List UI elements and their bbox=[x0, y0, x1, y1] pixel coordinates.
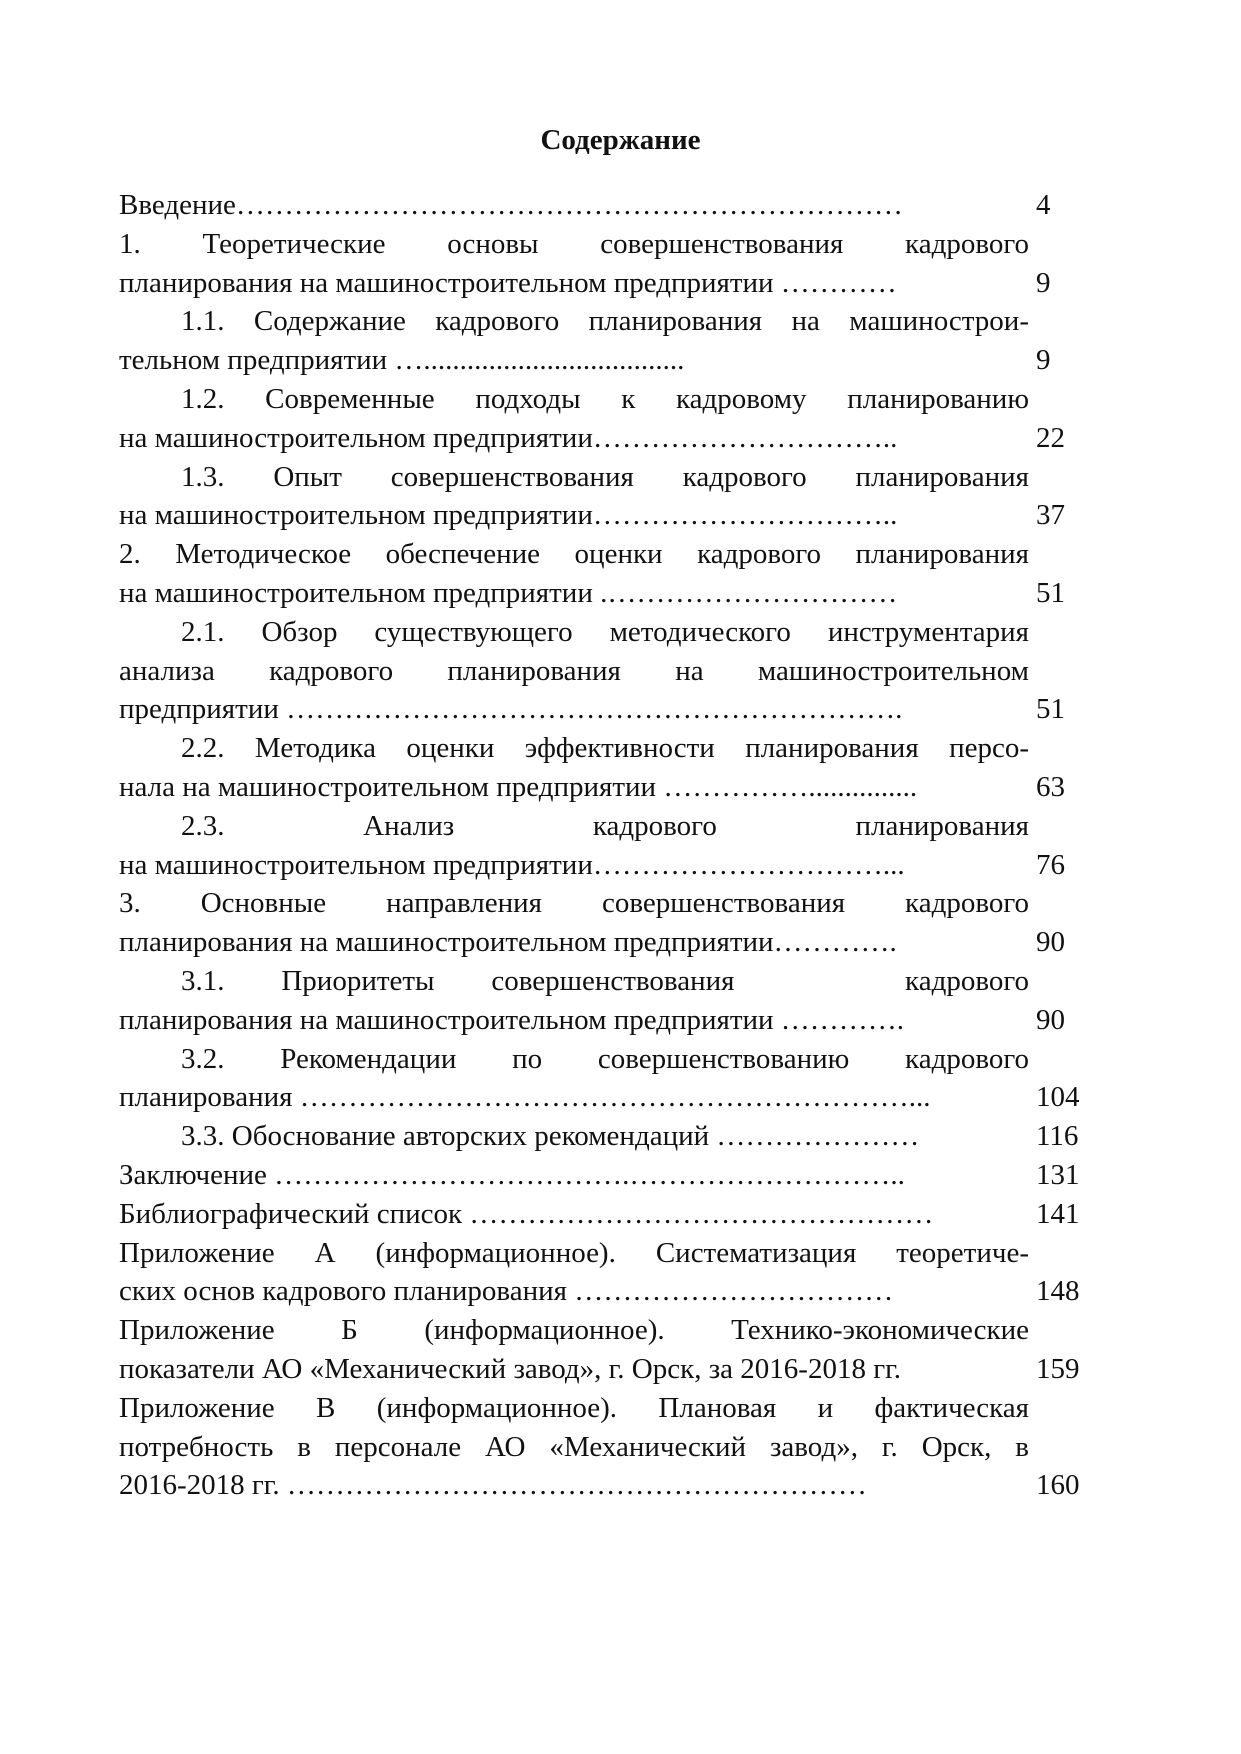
toc-entry-text bbox=[119, 535, 1029, 613]
toc-entry-text bbox=[119, 729, 1029, 807]
toc-entry-line: 1.3. Опыт совершенствования кадрового планирования bbox=[181, 460, 1029, 493]
toc-entry-line: Введение…………………………………………………………… bbox=[119, 189, 903, 221]
toc-page-number: 76 bbox=[1036, 848, 1065, 881]
table-of-contents bbox=[119, 186, 1106, 1505]
toc-page-number: 141 bbox=[1036, 1197, 1080, 1230]
toc-page-number: 116 bbox=[1036, 1120, 1079, 1153]
toc-entry-line: планирования ………………………………………………………... bbox=[119, 1081, 931, 1114]
toc-entry-line: планирования на машиностроительном предприятии …………. bbox=[119, 1003, 905, 1036]
toc-entry bbox=[119, 613, 1106, 729]
toc-entry-text bbox=[119, 613, 1029, 729]
toc-page-number: 63 bbox=[1036, 770, 1065, 803]
toc-entry-text bbox=[119, 1156, 1029, 1195]
toc-entry-line: ских основ кадрового планирования …………………………… bbox=[119, 1275, 894, 1308]
toc-page-number: 37 bbox=[1036, 499, 1065, 532]
toc-entry-text bbox=[119, 1040, 1029, 1118]
toc-entry-line: анализа кадрового планирования на машиностроительном bbox=[119, 654, 1029, 687]
toc-entry bbox=[119, 1311, 1106, 1389]
toc-entry-line: на машиностроительном предприятии………………………….. bbox=[119, 421, 898, 454]
toc-entry bbox=[119, 458, 1106, 536]
toc-entry-line: Приложение А (информационное). Систематизация теоретиче- bbox=[119, 1236, 1029, 1269]
toc-page-number: 160 bbox=[1036, 1469, 1080, 1502]
toc-entry-line: на машиностроительном предприятии………………………….. bbox=[119, 499, 898, 532]
toc-entry bbox=[119, 1234, 1106, 1312]
toc-entry bbox=[119, 1195, 1106, 1234]
toc-page-number: 51 bbox=[1036, 576, 1065, 609]
toc-page-number: 22 bbox=[1036, 421, 1065, 454]
toc-entry-text bbox=[119, 1234, 1029, 1312]
toc-entry-line: потребность в персонале АО «Механический завод», г. Орск, в bbox=[119, 1430, 1029, 1463]
toc-entry-text bbox=[119, 302, 1029, 380]
toc-entry-line: планирования на машиностроительном предприятии ………… bbox=[119, 266, 897, 299]
toc-entry-line: 3.2. Рекомендации по совершенствованию кадрового bbox=[181, 1042, 1029, 1075]
toc-entry bbox=[119, 186, 1106, 225]
toc-entry bbox=[119, 884, 1106, 962]
toc-entry-line: 2. Методическое обеспечение оценки кадрового планирования bbox=[119, 538, 1029, 571]
toc-page-number: 159 bbox=[1036, 1352, 1080, 1385]
toc-entry bbox=[119, 1156, 1106, 1195]
toc-entry bbox=[119, 962, 1106, 1040]
toc-entry-text bbox=[119, 807, 1029, 885]
toc-entry-line: 2.1. Обзор существующего методического инструментария bbox=[181, 615, 1029, 648]
toc-entry-line: тельном предприятии ….................................... bbox=[119, 344, 685, 377]
toc-entry bbox=[119, 1389, 1106, 1505]
toc-entry-line: предприятии ………………………………………………………. bbox=[119, 693, 903, 726]
toc-entry-text bbox=[119, 1311, 1029, 1389]
toc-entry-line: Приложение Б (информационное). Технико-экономические bbox=[119, 1314, 1029, 1347]
toc-entry bbox=[119, 807, 1106, 885]
toc-entry bbox=[119, 225, 1106, 303]
toc-entry-line: планирования на машиностроительном предприятии…………. bbox=[119, 926, 897, 959]
toc-entry-line: Библиографический список ………………………………………… bbox=[119, 1197, 934, 1230]
toc-entry-line: на машиностроительном предприятии .………………………… bbox=[119, 576, 898, 609]
toc-page-number: 4 bbox=[1036, 189, 1051, 221]
toc-entry bbox=[119, 535, 1106, 613]
toc-entry-text bbox=[119, 1389, 1029, 1505]
toc-entry-text bbox=[119, 1195, 1029, 1234]
toc-entry-text bbox=[119, 1117, 1029, 1156]
toc-page-number: 90 bbox=[1036, 1003, 1065, 1036]
toc-entry-text bbox=[119, 962, 1029, 1040]
toc-entry-line: 2.3. Анализ кадрового планирования bbox=[181, 809, 1029, 842]
toc-entry bbox=[119, 302, 1106, 380]
toc-entry bbox=[119, 729, 1106, 807]
toc-entry-text bbox=[119, 458, 1029, 536]
toc-page-number: 148 bbox=[1036, 1275, 1080, 1308]
toc-entry-line: 1.1. Содержание кадрового планирования на машинострои- bbox=[181, 305, 1029, 338]
toc-entry-line: показатели АО «Механический завод», г. Орск, за 2016-2018 гг. bbox=[119, 1352, 901, 1385]
toc-entry bbox=[119, 1040, 1106, 1118]
toc-entry bbox=[119, 1117, 1106, 1156]
toc-page-number: 9 bbox=[1036, 266, 1051, 299]
toc-entry bbox=[119, 380, 1106, 458]
toc-page-number: 104 bbox=[1036, 1081, 1080, 1114]
toc-entry-line: на машиностроительном предприятии…………………………... bbox=[119, 848, 905, 881]
toc-entry-line: 2.2. Методика оценки эффективности планирования персо- bbox=[181, 732, 1029, 765]
toc-page-number: 51 bbox=[1036, 693, 1065, 726]
toc-entry-line: Заключение ……………………………….……………………….. bbox=[119, 1158, 905, 1191]
page-title: Содержание bbox=[540, 124, 701, 156]
toc-entry-line: 3. Основные направления совершенствования кадрового bbox=[119, 887, 1029, 920]
toc-entry-line: 2016-2018 гг. …………………………………………………… bbox=[119, 1469, 867, 1502]
toc-entry-text bbox=[119, 884, 1029, 962]
toc-entry-text bbox=[119, 380, 1029, 458]
toc-page-number: 9 bbox=[1036, 344, 1051, 377]
toc-entry-text bbox=[119, 186, 1029, 225]
toc-page-number: 90 bbox=[1036, 926, 1065, 959]
toc-entry-line: 3.1. Приоритеты совершенствования кадрового bbox=[181, 964, 1029, 997]
toc-entry-line: Приложение В (информационное). Плановая и фактическая bbox=[119, 1391, 1029, 1424]
toc-entry-line: 3.3. Обоснование авторских рекомендаций ………………… bbox=[181, 1120, 920, 1153]
toc-entry-line: 1. Теоретические основы совершенствования кадрового bbox=[119, 227, 1029, 260]
toc-entry-text bbox=[119, 225, 1029, 303]
toc-entry-line: 1.2. Современные подходы к кадровому планированию bbox=[181, 382, 1029, 415]
toc-entry-line: нала на машиностроительном предприятии ……………............... bbox=[119, 770, 918, 803]
toc-page-number: 131 bbox=[1036, 1158, 1080, 1191]
